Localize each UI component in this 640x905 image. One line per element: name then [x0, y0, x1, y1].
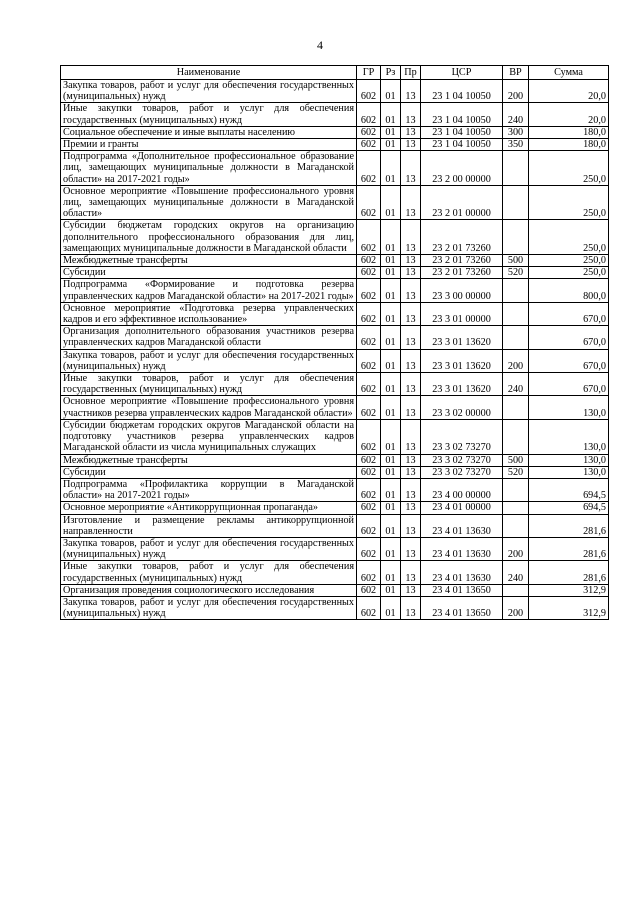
row-gr: 602 — [357, 478, 381, 501]
row-gr: 602 — [357, 302, 381, 325]
row-gr: 602 — [357, 419, 381, 454]
row-gr: 602 — [357, 185, 381, 220]
row-gr: 602 — [357, 373, 381, 396]
row-csr: 23 1 04 10050 — [421, 103, 503, 126]
table-header-row — [61, 66, 609, 80]
row-pr: 13 — [401, 596, 421, 619]
row-pr: 13 — [401, 349, 421, 372]
row-csr: 23 2 00 00000 — [421, 151, 503, 186]
row-rz: 01 — [381, 151, 401, 186]
row-name: Основное мероприятие «Повышение профессионального уровня участников резерва управленческих кадров Магаданской области» — [61, 396, 357, 419]
row-sum: 800,0 — [529, 279, 609, 302]
row-name: Премии и гранты — [61, 139, 357, 151]
table-row — [61, 185, 609, 220]
table-row — [61, 302, 609, 325]
table-row — [61, 596, 609, 619]
row-name: Подпрограмма «Профилактика коррупции в Магаданской области» на 2017-2021 годы» — [61, 478, 357, 501]
row-name: Субсидии бюджетам городских округов на организацию дополнительного профессионального образования для лиц, замещающих муниципальные должности в Магаданской области — [61, 220, 357, 255]
row-name: Межбюджетные трансферты — [61, 255, 357, 267]
row-name: Организация дополнительного образования участников резерва управленческих кадров Магаданской области — [61, 326, 357, 349]
row-pr: 13 — [401, 396, 421, 419]
row-rz: 01 — [381, 126, 401, 138]
row-csr: 23 3 02 73270 — [421, 454, 503, 466]
row-vr — [503, 584, 529, 596]
table-row — [61, 584, 609, 596]
row-sum: 281,6 — [529, 561, 609, 584]
row-vr — [503, 279, 529, 302]
row-vr: 200 — [503, 537, 529, 560]
row-name: Изготовление и размещение рекламы антикоррупционной направленности — [61, 514, 357, 537]
row-csr: 23 4 01 13630 — [421, 561, 503, 584]
row-vr — [503, 326, 529, 349]
row-rz: 01 — [381, 537, 401, 560]
row-name: Основное мероприятие «Антикоррупционная пропаганда» — [61, 502, 357, 514]
row-vr — [503, 220, 529, 255]
table-row — [61, 396, 609, 419]
row-vr: 240 — [503, 103, 529, 126]
row-pr: 13 — [401, 373, 421, 396]
row-csr: 23 3 01 13620 — [421, 326, 503, 349]
row-csr: 23 1 04 10050 — [421, 139, 503, 151]
row-sum: 312,9 — [529, 584, 609, 596]
row-sum: 180,0 — [529, 139, 609, 151]
row-sum: 312,9 — [529, 596, 609, 619]
row-rz: 01 — [381, 596, 401, 619]
row-name: Основное мероприятие «Повышение профессионального уровня лиц, замещающих муниципальные должности в Магаданской области» — [61, 185, 357, 220]
column-header: Рз — [381, 66, 401, 80]
row-rz: 01 — [381, 139, 401, 151]
table-row — [61, 478, 609, 501]
row-sum: 130,0 — [529, 466, 609, 478]
row-csr: 23 1 04 10050 — [421, 80, 503, 103]
column-header: ЦСР — [421, 66, 503, 80]
row-name: Подпрограмма «Дополнительное профессиональное образование лиц, замещающих муниципальные должности в Магаданской области» на 2017-2021 годы» — [61, 151, 357, 186]
row-vr: 240 — [503, 373, 529, 396]
row-vr — [503, 478, 529, 501]
row-gr: 602 — [357, 326, 381, 349]
row-pr: 13 — [401, 151, 421, 186]
row-pr: 13 — [401, 514, 421, 537]
column-header: ГР — [357, 66, 381, 80]
row-vr: 500 — [503, 454, 529, 466]
row-csr: 23 4 01 13650 — [421, 596, 503, 619]
row-gr: 602 — [357, 151, 381, 186]
row-vr: 520 — [503, 466, 529, 478]
row-sum: 670,0 — [529, 349, 609, 372]
row-vr — [503, 419, 529, 454]
row-csr: 23 2 01 73260 — [421, 220, 503, 255]
budget-table — [60, 65, 609, 620]
row-csr: 23 4 01 13630 — [421, 537, 503, 560]
row-name: Субсидии — [61, 267, 357, 279]
row-rz: 01 — [381, 80, 401, 103]
row-rz: 01 — [381, 502, 401, 514]
row-vr: 200 — [503, 80, 529, 103]
table-row — [61, 139, 609, 151]
row-pr: 13 — [401, 139, 421, 151]
row-sum: 670,0 — [529, 326, 609, 349]
row-rz: 01 — [381, 584, 401, 596]
row-sum: 130,0 — [529, 419, 609, 454]
table-row — [61, 220, 609, 255]
column-header: Наименование — [61, 66, 357, 80]
row-pr: 13 — [401, 502, 421, 514]
row-pr: 13 — [401, 584, 421, 596]
row-pr: 13 — [401, 478, 421, 501]
row-gr: 602 — [357, 139, 381, 151]
row-rz: 01 — [381, 302, 401, 325]
row-pr: 13 — [401, 326, 421, 349]
row-sum: 130,0 — [529, 454, 609, 466]
row-name: Закупка товаров, работ и услуг для обеспечения государственных (муниципальных) нужд — [61, 80, 357, 103]
row-csr: 23 3 00 00000 — [421, 279, 503, 302]
row-sum: 694,5 — [529, 502, 609, 514]
row-csr: 23 2 01 00000 — [421, 185, 503, 220]
row-rz: 01 — [381, 349, 401, 372]
table-row — [61, 255, 609, 267]
row-pr: 13 — [401, 466, 421, 478]
table-row — [61, 466, 609, 478]
table-row — [61, 419, 609, 454]
row-name: Субсидии — [61, 466, 357, 478]
row-name: Социальное обеспечение и иные выплаты населению — [61, 126, 357, 138]
row-pr: 13 — [401, 126, 421, 138]
row-csr: 23 4 01 00000 — [421, 502, 503, 514]
row-csr: 23 4 01 13630 — [421, 514, 503, 537]
row-vr: 520 — [503, 267, 529, 279]
row-sum: 694,5 — [529, 478, 609, 501]
row-rz: 01 — [381, 396, 401, 419]
row-sum: 250,0 — [529, 267, 609, 279]
row-pr: 13 — [401, 103, 421, 126]
row-rz: 01 — [381, 561, 401, 584]
row-gr: 602 — [357, 596, 381, 619]
row-sum: 250,0 — [529, 151, 609, 186]
row-sum: 130,0 — [529, 396, 609, 419]
row-gr: 602 — [357, 502, 381, 514]
table-row — [61, 349, 609, 372]
row-sum: 20,0 — [529, 80, 609, 103]
row-gr: 602 — [357, 126, 381, 138]
row-gr: 602 — [357, 584, 381, 596]
row-rz: 01 — [381, 326, 401, 349]
page-number: 4 — [317, 38, 323, 52]
table-row — [61, 151, 609, 186]
row-name: Закупка товаров, работ и услуг для обеспечения государственных (муниципальных) нужд — [61, 349, 357, 372]
row-csr: 23 2 01 73260 — [421, 267, 503, 279]
row-name: Иные закупки товаров, работ и услуг для обеспечения государственных (муниципальных) нужд — [61, 103, 357, 126]
row-sum: 281,6 — [529, 514, 609, 537]
row-gr: 602 — [357, 466, 381, 478]
row-sum: 250,0 — [529, 185, 609, 220]
row-rz: 01 — [381, 220, 401, 255]
row-rz: 01 — [381, 255, 401, 267]
row-csr: 23 3 01 00000 — [421, 302, 503, 325]
table-row — [61, 103, 609, 126]
row-pr: 13 — [401, 220, 421, 255]
row-gr: 602 — [357, 267, 381, 279]
row-gr: 602 — [357, 396, 381, 419]
row-name: Иные закупки товаров, работ и услуг для обеспечения государственных (муниципальных) нужд — [61, 561, 357, 584]
row-vr — [503, 185, 529, 220]
row-vr: 500 — [503, 255, 529, 267]
row-vr: 200 — [503, 349, 529, 372]
row-rz: 01 — [381, 103, 401, 126]
row-gr: 602 — [357, 561, 381, 584]
row-pr: 13 — [401, 454, 421, 466]
row-csr: 23 3 02 73270 — [421, 466, 503, 478]
table-row — [61, 454, 609, 466]
row-rz: 01 — [381, 454, 401, 466]
table-row — [61, 126, 609, 138]
row-vr — [503, 302, 529, 325]
row-vr — [503, 151, 529, 186]
table-row — [61, 502, 609, 514]
row-sum: 250,0 — [529, 255, 609, 267]
row-sum: 250,0 — [529, 220, 609, 255]
row-vr: 300 — [503, 126, 529, 138]
row-gr: 602 — [357, 349, 381, 372]
row-pr: 13 — [401, 267, 421, 279]
row-vr — [503, 396, 529, 419]
row-vr: 350 — [503, 139, 529, 151]
row-pr: 13 — [401, 80, 421, 103]
row-csr: 23 3 01 13620 — [421, 373, 503, 396]
table-row — [61, 561, 609, 584]
row-gr: 602 — [357, 279, 381, 302]
row-name: Иные закупки товаров, работ и услуг для обеспечения государственных (муниципальных) нужд — [61, 373, 357, 396]
row-vr: 240 — [503, 561, 529, 584]
row-name: Субсидии бюджетам городских округов Магаданской области на подготовку участников резерва управленческих кадров Магаданской области из числа муниципальных служащих — [61, 419, 357, 454]
row-name: Межбюджетные трансферты — [61, 454, 357, 466]
row-rz: 01 — [381, 478, 401, 501]
table-row — [61, 373, 609, 396]
row-gr: 602 — [357, 537, 381, 560]
row-csr: 23 3 02 73270 — [421, 419, 503, 454]
row-gr: 602 — [357, 80, 381, 103]
row-pr: 13 — [401, 537, 421, 560]
row-sum: 20,0 — [529, 103, 609, 126]
row-rz: 01 — [381, 373, 401, 396]
table-row — [61, 326, 609, 349]
table-row — [61, 80, 609, 103]
row-pr: 13 — [401, 279, 421, 302]
row-sum: 281,6 — [529, 537, 609, 560]
row-vr — [503, 514, 529, 537]
row-rz: 01 — [381, 514, 401, 537]
row-vr: 200 — [503, 596, 529, 619]
row-rz: 01 — [381, 267, 401, 279]
row-gr: 602 — [357, 255, 381, 267]
row-gr: 602 — [357, 514, 381, 537]
row-csr: 23 1 04 10050 — [421, 126, 503, 138]
row-sum: 180,0 — [529, 126, 609, 138]
table-row — [61, 514, 609, 537]
column-header: Сумма — [529, 66, 609, 80]
row-gr: 602 — [357, 220, 381, 255]
row-gr: 602 — [357, 103, 381, 126]
row-pr: 13 — [401, 255, 421, 267]
row-pr: 13 — [401, 561, 421, 584]
row-name: Закупка товаров, работ и услуг для обеспечения государственных (муниципальных) нужд — [61, 537, 357, 560]
row-name: Организация проведения социологического исследования — [61, 584, 357, 596]
row-name: Основное мероприятие «Подготовка резерва управленческих кадров и его эффективное использование» — [61, 302, 357, 325]
row-rz: 01 — [381, 466, 401, 478]
row-csr: 23 3 01 13620 — [421, 349, 503, 372]
row-pr: 13 — [401, 302, 421, 325]
row-csr: 23 3 02 00000 — [421, 396, 503, 419]
table-row — [61, 537, 609, 560]
column-header: Пр — [401, 66, 421, 80]
row-rz: 01 — [381, 279, 401, 302]
row-sum: 670,0 — [529, 373, 609, 396]
row-sum: 670,0 — [529, 302, 609, 325]
row-pr: 13 — [401, 419, 421, 454]
column-header: ВР — [503, 66, 529, 80]
row-csr: 23 2 01 73260 — [421, 255, 503, 267]
row-csr: 23 4 00 00000 — [421, 478, 503, 501]
row-vr — [503, 502, 529, 514]
row-gr: 602 — [357, 454, 381, 466]
table-row — [61, 279, 609, 302]
table-row — [61, 267, 609, 279]
row-rz: 01 — [381, 419, 401, 454]
row-rz: 01 — [381, 185, 401, 220]
table-body — [61, 80, 609, 620]
row-csr: 23 4 01 13650 — [421, 584, 503, 596]
row-pr: 13 — [401, 185, 421, 220]
row-name: Подпрограмма «Формирование и подготовка резерва управленческих кадров Магаданской области» на 2017-2021 годы» — [61, 279, 357, 302]
row-name: Закупка товаров, работ и услуг для обеспечения государственных (муниципальных) нужд — [61, 596, 357, 619]
